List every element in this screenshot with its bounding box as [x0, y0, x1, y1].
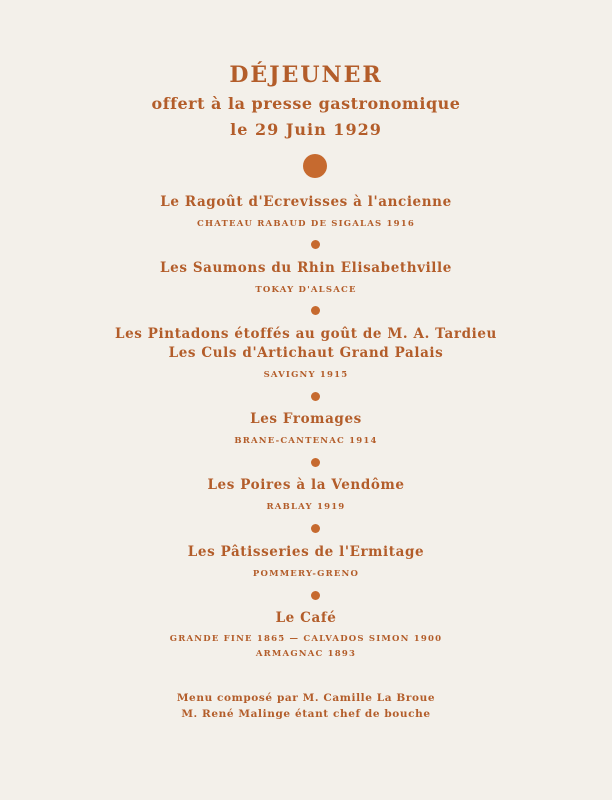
menu-title: DÉJEUNER: [229, 62, 383, 88]
menu-date: le 29 Juin 1929: [230, 120, 382, 139]
separator-dot: [311, 392, 320, 401]
course-3-dish-second-line: Les Culs d'Artichaut Grand Palais: [168, 345, 444, 361]
separator-dot: [311, 306, 320, 315]
course-6-dish: Les Pâtisseries de l'Ermitage: [187, 544, 425, 560]
course-7-dish: Le Café: [275, 610, 337, 626]
course-4-wine: BRANE-CANTENAC 1914: [234, 436, 378, 446]
course-3-dish: Les Pintadons étoffés au goût de M. A. Tardieu: [115, 326, 497, 342]
course-3-wine: SAVIGNY 1915: [263, 370, 349, 380]
course-2-wine: TOKAY D'ALSACE: [255, 285, 357, 295]
course-4-dish: Les Fromages: [250, 411, 362, 427]
course-7-wine: GRANDE FINE 1865 — CALVADOS SIMON 1900: [169, 634, 443, 644]
separator-dot: [311, 458, 320, 467]
course-6-wine: POMMERY-GRENO: [252, 569, 360, 579]
course-1-dish: Le Ragoût d'Ecrevisses à l'ancienne: [160, 194, 452, 210]
separator-dot: [311, 524, 320, 533]
menu-subtitle: offert à la presse gastronomique: [151, 94, 461, 113]
footer-credit-line-1: Menu composé par M. Camille La Broue: [176, 692, 436, 704]
course-5-dish: Les Poires à la Vendôme: [207, 477, 405, 493]
separator-dot: [311, 240, 320, 249]
course-5-wine: RABLAY 1919: [266, 502, 346, 512]
course-7-wine-second-line: ARMAGNAC 1893: [255, 649, 357, 659]
footer-credit-line-2: M. René Malinge étant chef de bouche: [181, 708, 431, 720]
separator-dot: [311, 591, 320, 600]
course-1-wine: CHATEAU RABAUD DE SIGALAS 1916: [197, 219, 415, 229]
course-2-dish: Les Saumons du Rhin Elisabethville: [160, 260, 452, 276]
ornament-dot-large: [303, 154, 327, 178]
